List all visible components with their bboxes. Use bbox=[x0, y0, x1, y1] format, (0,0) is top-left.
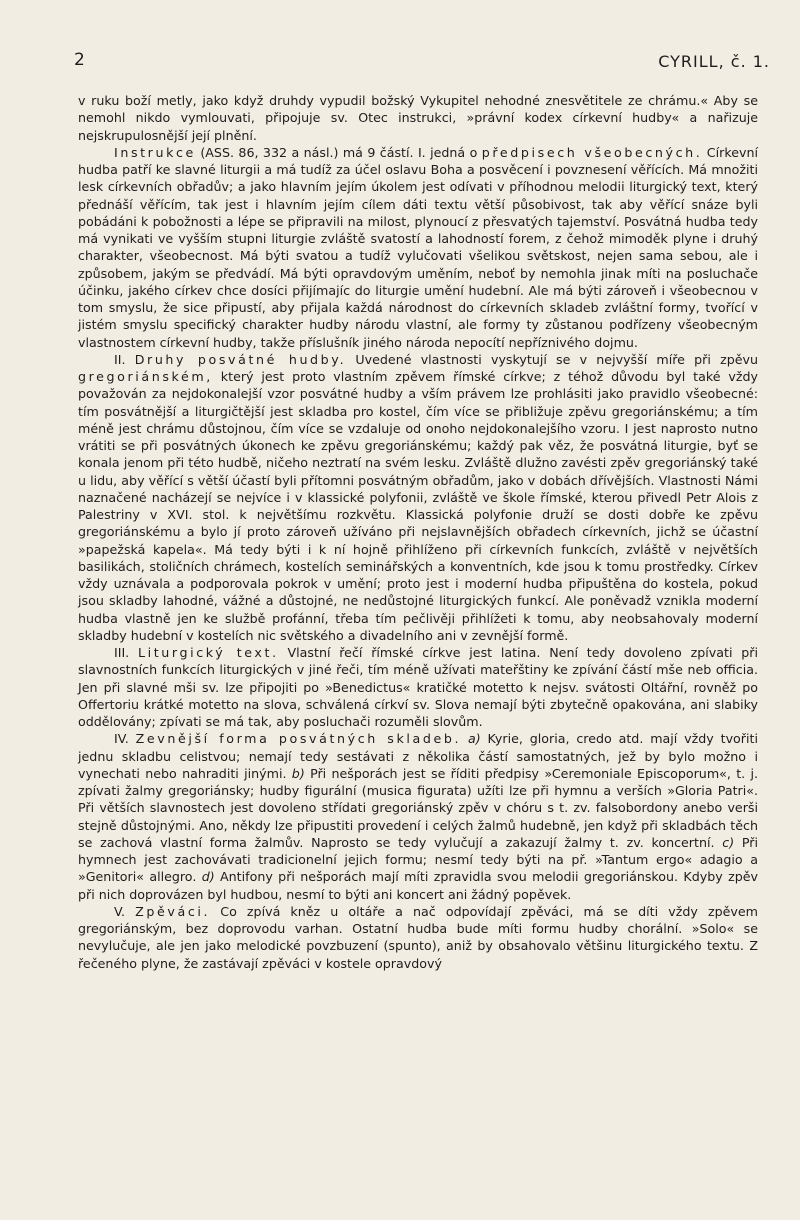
spaced-emphasis: gregoriánském, bbox=[78, 369, 213, 384]
paragraph-liturgicky-text bbox=[78, 644, 758, 730]
section-number: IV. bbox=[114, 731, 129, 747]
section-heading: Zevnější forma posvátných skladeb. bbox=[135, 731, 462, 747]
paragraph-druhy bbox=[78, 351, 758, 644]
item-marker: a) bbox=[467, 731, 481, 747]
reference-text: (ASS. 86, 332 a násl.) má 9 částí. I. jedná o bbox=[195, 144, 482, 160]
paragraph-text: Uvedené vlastnosti vyskytují se v nejvyšší míře při zpěvu bbox=[346, 351, 758, 367]
paragraph-text: Co zpívá kněz u oltáře a nač odpovídají zpěváci, má se díti vždy zpěvem gregoriánským, bez doprovodu varhan. Ostatní hudba bude míti formu hudby chorální. »Solo« se nevylučuje, ale jen jako melodické povzbuzení (spunto), aniž by obsahovalo většinu liturgického textu. Z řečeného plyne, že zastávají zpěváci v kostele opravdový bbox=[78, 903, 759, 971]
page-number: 2 bbox=[74, 50, 85, 70]
section-heading: Liturgický text. bbox=[138, 645, 279, 660]
paragraph-text: Při nešporách jest se říditi předpisy »Ceremoniale Episcoporum«, t. j. zpívati žalmy gregoriánsky; hudby figurální (musica figurata) užíti lze při hymnu a verších »Gloria Patri«. Při větších slavnostech jest dovoleno střídati gregoriánský zpěv v chóru s t. zv. falsobordony anebo verši stejně důstojnými. Ano, někdy lze připustiti provedení i celých žalmů hudebně, jen když při skladbách těch se zachová vlastní forma žalmův. Naprosto se tedy vylučují a zakazují žalmy t. zv. koncertní. bbox=[78, 765, 759, 850]
section-number: II. bbox=[114, 351, 126, 367]
section-heading: Druhy posvátné hudby. bbox=[134, 351, 347, 367]
section-heading: Zpěváci. bbox=[135, 903, 211, 919]
item-marker: d) bbox=[201, 869, 215, 885]
paragraph-text: Církevní hudba patří ke slavné liturgii a má tudíž za účel oslavu Boha a posvěcení i povznesení věřících. Má množiti lesk církevních obřadův; a jako hlavním jejím úkolem jest odívati v příhodnou melodii liturgický text, který přednáší věřícím, tak jest i hlavním jejím cílem dáti textu větší působivost, tak aby věřící snáze byli pobádáni k pobožnosti a lépe se připravili na milost, plynoucí z přesvatých tajemství. Posvátná hudba tedy má vynikati ve vyšším stupni liturgie zvláště svatostí a lahodností forem, z čehož mimoděk plyne i druhý charakter, všeobecnost. Má býti svatou a tudíž vylučovati všelikou světskost, nejen sama sebou, ale i způsobem, jakým se předvádí. Má býti opravdovým uměním, neboť by nemohla jinak míti na posluchače účinku, jakého církev chce dosíci přijímajíc do liturgie umění hudební. Ale má býti zároveň i všeobecnou v tom smyslu, že sice připustí, aby přijala každá národnost do církevních skladeb zvláštní formy, tvořící v jistém smyslu specifický charakter hudby národu vlastní, ale formy ty zůstanou podřízeny všeobecným vlastnostem církevní hudby, takže příslušník jiného národa nepocítí nepříznivého dojmu. bbox=[78, 144, 758, 350]
paragraph-zpevaci bbox=[78, 903, 758, 972]
section-number: III. bbox=[114, 645, 130, 660]
running-header: CYRILL, č. 1. bbox=[658, 52, 770, 71]
paragraph-text: Antifony při nešporách mají míti zpravidla svou melodii gregoriánskou. Kdyby zpěv při nich doprovázen byl hudbou, nesmí to býti ani koncert ani žádný popěvek. bbox=[78, 869, 758, 902]
article-body bbox=[78, 92, 758, 972]
paragraph-text: Kyrie, gloria, credo atd. mají vždy tvořiti jednu skladbu celistvou; nemají tedy sestávati z několika částí samostatných, jež by bylo možno i vynechati nebo nahraditi jinými. bbox=[78, 731, 758, 781]
spaced-emphasis: předpisech všeobecných. bbox=[481, 144, 703, 160]
paragraph-text: který jest proto vlastním zpěvem římské církve; z téhož důvodu byl také vždy považován za nejdokonalejší vzor posvátné hudby a vším právem lze prohlásiti jako pravidlo všeobecné: tím posvátnější a liturgičtější jest skladba pro kostel, čím více se přibližuje zpěvu gregoriánskému; a tím méně jest chrámu důstojnou, čím více se vzdaluje od onoho nejdokonalejšího vzoru. I jest naprosto nutno vrátiti se při posvátných úkonech ke zpěvu gregoriánskému; každý pak věz, že posvátná liturgie, byť se konala jenom při této hudbě, ničeho neztratí na svém lesku. Zvláště dlužno zavésti zpěv gregoriánský také u lidu, aby věřící s větší účastí byli přítomni posvátným obřadům, jako v dobách dřívějších. Vlastnosti Námi naznačené nacházejí se nejvíce i v klassické polyfonii, zvláště ve škole římské, kterou přivedl Petr Alois z Palestriny v XVI. stol. k největšímu rozkvětu. Klassická polyfonie druží se dosti dobře ke zpěvu gregoriánskému a bylo jí proto zároveň užíváno při nejslavnějších obřadech církevních, jichž se účastní »papežská kapela«. Má tedy býti i k ní hojně přihlíženo při církevních funkcích, zvláště v největších basilikách, stoličních chrámech, kostelích seminářských a konventních, kde jsou k tomu prostředky. Církev vždy uznávala a podporovala pokrok v umění; proto jest i moderní hudba připuštěna do kostela, pokud jsou skladby lahodné, vážné a důstojné, ne nedůstojné liturgických funkcí. Ale poněvadž vznikla moderní hudba vlastně jen ke službě profánní, třeba tím pečlivěji přihlížeti k tomu, aby neobsahovaly moderní skladby hudební v kostelích nic světského a divadelního ani v zevnější formě. bbox=[78, 369, 758, 643]
section-heading: Instrukce bbox=[114, 144, 196, 160]
item-marker: c) bbox=[722, 834, 735, 850]
paragraph-text: Při hymnech jest zachovávati tradicionelní jejich formu; nesmí tedy býti na př. »Tantum ergo« adagio a »Genitori« allegro. bbox=[78, 834, 758, 885]
section-number: V. bbox=[114, 903, 126, 919]
paragraph-zevnejsi-forma bbox=[78, 730, 758, 903]
paragraph-intro: v ruku boží metly, jako když druhdy vypudil božský Vykupitel nehodné znesvětitele ze chrámu.« Aby se nemohl nikdo vymlouvati, připojuje sv. Otec instrukci, »právní kodex církevní hudby« a nařizuje nejskrupulosnější její plnění. bbox=[78, 93, 758, 143]
paragraph-text: Vlastní řečí římské církve jest latina. Není tedy dovoleno zpívati při slavnostních funkcích liturgických v jiné řeči, tím méně užívati mateřštiny ke zpívání částí mše neb officia. Jen při slavné mši sv. lze připojiti po »Benedictus« kratičké motetto k nejsv. svátosti Oltářní, rovněž po Offertoriu krátké motetto na slova, schválená církví sv. Slova nemají býti zbytečně opakována, ani slabiky oddělovány; zpívati se má tak, aby posluchači rozuměli slovům. bbox=[78, 645, 758, 729]
item-marker: b) bbox=[291, 765, 305, 781]
paragraph-instrukce bbox=[78, 144, 758, 351]
